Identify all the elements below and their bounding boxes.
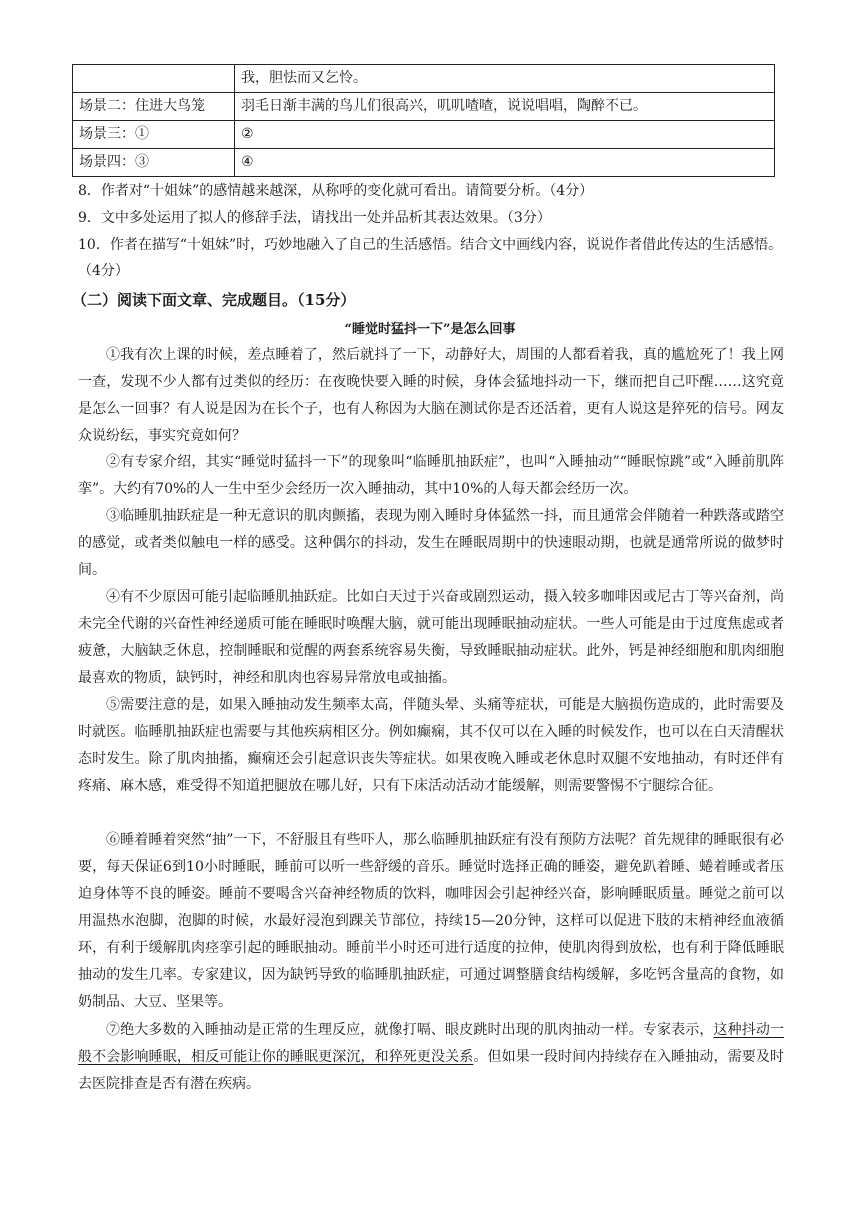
table-cell-left: 场景三：① — [73, 121, 235, 149]
paragraph-6: ⑥睡着睡着突然“抽”一下，不舒服且有些吓人，那么临睡肌抽跃症有没有预防方法呢？首先规律的睡眠很有必要，每天保证6到10小时睡眠，睡前可以听一些舒缓的音乐。睡觉时选择正确的睡姿，避免趴着睡、蜷着睡或者压迫身体等不良的睡姿。睡前不要喝含兴奋神经物质的饮料，咖啡因会引起神经兴奋，影响睡眠质量。睡觉之前可以用温热水泡脚，泡脚的时候，水最好浸泡到踝关节部位，持续15—20分钟，这样可以促进下肢的末梢神经血液循环，有利于缓解肌肉痉挛引起的睡眠抽动。睡前半小时还可进行适度的拉伸，使肌肉得到放松，也有利于降低睡眠抽动的发生几率。专家建议，因为缺钙导致的临睡肌抽跃症，可通过调整膳食结构缓解，多吃钙含量高的食物，如奶制品、大豆、坚果等。 — [78, 832, 784, 1010]
article-title: “睡觉时猛抖一下”是怎么回事 — [344, 322, 516, 337]
table-row — [73, 121, 775, 149]
section-heading: （二）阅读下面文章、完成题目。（15分） — [72, 291, 356, 309]
paragraph-4: ④有不少原因可能引起临睡肌抽跃症。比如白天过于兴奋或剧烈运动，摄入较多咖啡因或尼古丁等兴奋剂，尚未完全代谢的兴奋性神经递质可能在睡眠时唤醒大脑，就可能出现睡眠抽动症状。一些人可能是由于过度焦虑或者疲惫，大脑缺乏休息，控制睡眠和觉醒的两套系统容易失衡，导致睡眠抽动症状。此外，钙是神经细胞和肌肉细胞最喜欢的物质，缺钙时，神经和肌肉也容易异常放电或抽搐。 — [78, 589, 784, 686]
table-cell-right: 羽毛日渐丰满的鸟儿们很高兴，叽叽喳喳，说说唱唱，陶醉不已。 — [235, 93, 775, 121]
paragraph-5: ⑤需要注意的是，如果入睡抽动发生频率太高，伴随头晕、头痛等症状，可能是大脑损伤造成的，此时需要及时就医。临睡肌抽跃症也需要与其他疾病相区分。例如癫痫，其不仅可以在入睡的时候发作，也可以在白天清醒状态时发生。除了肌肉抽搐，癫痫还会引起意识丧失等症状。如果夜晚入睡或老休息时双腿不安地抽动，有时还伴有疼痛、麻木感，难受得不知道把腿放在哪儿好，只有下床活动活动才能缓解，则需要警惕不宁腿综合征。 — [78, 697, 784, 794]
table-cell-right: ④ — [235, 149, 775, 177]
table-cell-right: 我，胆怯而又乞怜。 — [235, 65, 775, 93]
underlined-sentence: 这种抖动一般不会影响睡眠，相反可能让你的睡眠更深沉，和猝死更没关系 — [78, 1022, 785, 1065]
scene-table — [72, 64, 775, 177]
paragraph-7-text: ⑦绝大多数的入睡抽动是正常的生理反应，就像打嗝、眼皮跳时出现的肌肉抽动一样。专家表示， — [106, 1022, 714, 1038]
question-10: 10．作者在描写“十姐妹”时，巧妙地融入了自己的生活感悟。结合文中画线内容，说说作者借此传达的生活感悟。（4分） — [78, 237, 783, 279]
table-row — [73, 93, 775, 121]
question-8: 8．作者对“十姐妹”的感情越来越深，从称呼的变化就可看出。请简要分析。（4分） — [78, 183, 594, 199]
paragraph-7-text-end: 。但如果一段时间内持续存在入睡抽动，需要及时去医院排查是否有潜在疾病。 — [78, 1049, 785, 1092]
paragraph-7 — [78, 1017, 784, 1098]
table-cell-left: 场景二：住进大鸟笼 — [73, 93, 235, 121]
paragraph-1: ①我有次上课的时候，差点睡着了，然后就抖了一下，动静好大，周围的人都看着我，真的尴尬死了！我上网一查，发现不少人都有过类似的经历：在夜晚快要入睡的时候，身体会猛地抖动一下，继而把自己吓醒……这究竟是怎么一回事？有人说是因为在长个子，也有人称因为大脑在测试你是否还活着，更有人说这是猝死的信号。网友众说纷纭，事实究竟如何？ — [78, 347, 784, 444]
table-cell-left — [73, 65, 235, 93]
table-cell-left: 场景四：③ — [73, 149, 235, 177]
table-row — [73, 149, 775, 177]
table-cell-right: ② — [235, 121, 775, 149]
table-row — [73, 65, 775, 93]
paragraph-2: ②有专家介绍，其实“睡觉时猛抖一下”的现象叫“临睡肌抽跃症”，也叫“入睡抽动”“睡眠惊跳”或“入睡前肌阵挛”。大约有70%的人一生中至少会经历一次入睡抽动，其中10%的人每天都会经历一次。 — [78, 454, 784, 497]
question-9: 9．文中多处运用了拟人的修辞手法，请找出一处并品析其表达效果。（3分） — [78, 210, 551, 226]
paragraph-3: ③临睡肌抽跃症是一种无意识的肌肉颤搐，表现为刚入睡时身体猛然一抖，而且通常会伴随着一种跌落或踏空的感觉，或者类似触电一样的感受。这种偶尔的抖动，发生在睡眠周期中的快速眼动期，也就是通常所说的做梦时间。 — [78, 508, 784, 578]
